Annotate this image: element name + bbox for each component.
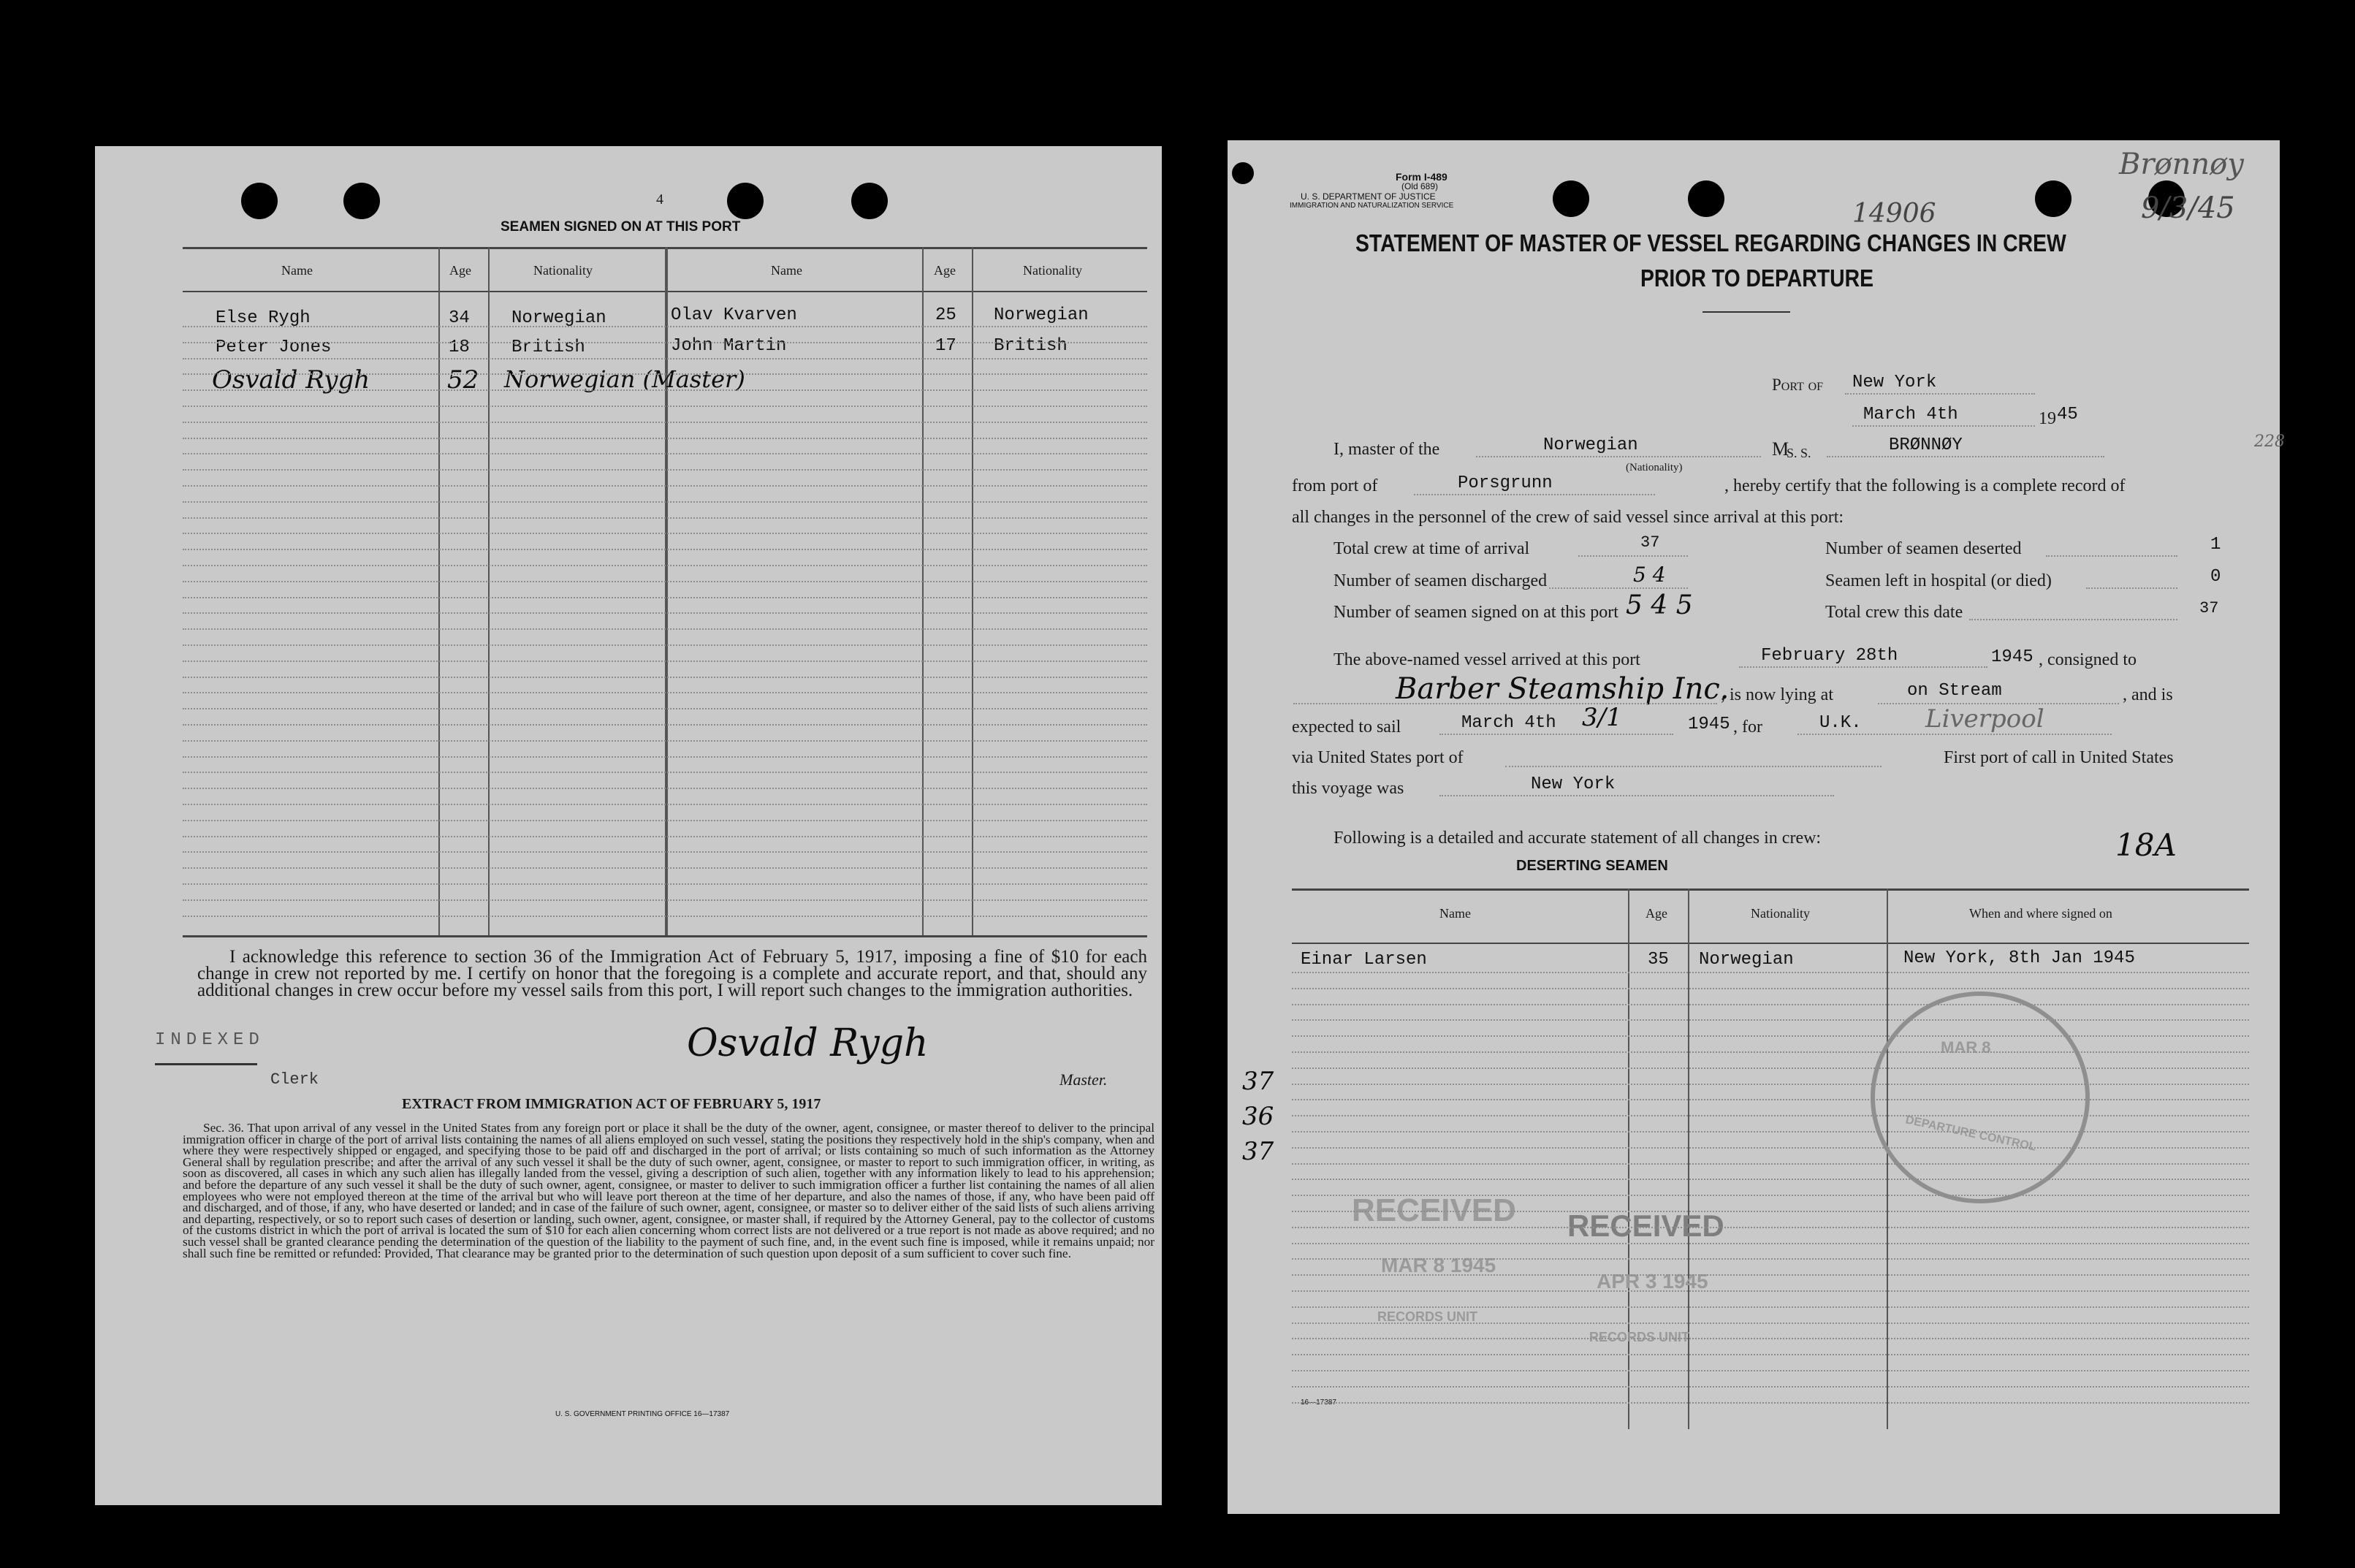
master-of-label: I, master of the [1334, 440, 1440, 459]
column-divider [488, 247, 490, 935]
row-rule [1292, 1290, 2249, 1292]
master-signature: Osvald Rygh [687, 1021, 929, 1065]
margin-figure: 37 [1242, 1067, 1274, 1096]
row-rule [183, 581, 1147, 582]
form-subtitle: PRIOR TO DEPARTURE [1640, 264, 1874, 292]
row-rule [1292, 1211, 2249, 1212]
deserter-signed-on: New York, 8th Jan 1945 [1903, 948, 2135, 968]
for-label: , for [1733, 718, 1762, 737]
dot-leader [1578, 555, 1688, 557]
lying-at-label: , is now lying at [1721, 685, 1833, 704]
form-old-number: (Old 689) [1401, 181, 1439, 191]
round-stamp-date: MAR 8 [1941, 1038, 1991, 1057]
row-rule [183, 692, 1147, 693]
punch-hole [2035, 180, 2071, 217]
form-title: STATEMENT OF MASTER OF VESSEL REGARDING CHANGES IN CREW [1355, 229, 2066, 256]
deserter-nationality: Norwegian [1699, 950, 1794, 970]
total-this-date-value: 37 [2199, 599, 2219, 617]
nationality-caption: (Nationality) [1626, 462, 1683, 473]
row-rule [1292, 1035, 2249, 1037]
vessel-name-handwritten: Brønnøy [2119, 148, 2244, 181]
deserted-value: 1 [2210, 535, 2221, 555]
field-underline [1476, 456, 1761, 457]
deserter-name: Einar Larsen [1301, 950, 1427, 970]
row-rule [183, 453, 1147, 454]
arrived-year: 1945 [1991, 647, 2033, 667]
field-underline [1739, 666, 1987, 668]
row-rule [183, 836, 1147, 837]
destination: U.K. [1819, 713, 1862, 733]
row-rule [183, 804, 1147, 805]
total-at-arrival-value: 37 [1640, 533, 1660, 552]
field-underline [1293, 703, 1717, 704]
punch-hole [1553, 180, 1589, 217]
expected-date: March 4th [1461, 713, 1556, 733]
column-header-name: Name [1439, 906, 1471, 921]
row-rule [183, 406, 1147, 407]
punch-hole [727, 183, 764, 219]
expected-year: 1945 [1688, 715, 1730, 734]
dot-leader [2086, 587, 2177, 589]
row-rule [1292, 1147, 2249, 1149]
ss-prefix: S. S. [1787, 446, 1811, 460]
seaman-nationality: Norwegian [511, 308, 606, 328]
punch-hole [241, 183, 278, 219]
row-rule [183, 517, 1147, 519]
row-rule [1292, 1243, 2249, 1244]
row-rule [1292, 1195, 2249, 1196]
dot-leader [2046, 555, 2177, 557]
column-header-age: Age [1646, 906, 1667, 921]
received-stamp-unit: RECORDS UNIT [1377, 1309, 1478, 1324]
dot-leader [1969, 619, 2177, 620]
row-rule [183, 597, 1147, 598]
discharged-value: 5 4 [1633, 563, 1666, 587]
gpo-footer: U. S. GOVERNMENT PRINTING OFFICE 16—17387 [555, 1410, 730, 1418]
row-rule [1292, 1370, 2249, 1371]
row-rule [183, 756, 1147, 758]
row-rule [183, 358, 1147, 359]
footer-code: 16—17387 [1301, 1398, 1336, 1407]
row-rule [183, 677, 1147, 678]
punch-hole [851, 183, 888, 219]
received-stamp: RECEIVED [1567, 1209, 1724, 1243]
service-name: IMMIGRATION AND NATURALIZATION SERVICE [1290, 202, 1454, 210]
seaman-name: John Martin [671, 336, 787, 356]
seaman-age: 17 [935, 336, 956, 356]
row-rule [183, 883, 1147, 885]
row-rule [183, 533, 1147, 534]
clerk-label: Clerk [270, 1070, 319, 1089]
field-underline [1439, 734, 1673, 735]
indexed-stamp: INDEXED [155, 1030, 265, 1050]
ms-prefix: M [1772, 438, 1789, 460]
deserting-mark: 18A [2115, 827, 2177, 863]
seaman-name: Else Rygh [216, 308, 311, 328]
extract-text: Sec. 36. That upon arrival of any vessel in the United States from any foreign port or place it shall be the duty of the owner, agent, consignee, or master thereof to deliver to the principal immigration officer in charge of the port of arrival lists containing the names of all aliens employed on such vessel, stating the positions they respectively hold in the ship's company, when and where they were respectively shipped or engaged, and specifying those to be paid off and discharged in the port of arrival; or lists containing so much of such information as the Attorney General shall by regulation prescribe; and after the arrival of any such vessel it shall be the duty of such owner, agent, consignee, or master to report to such immigration officer, in writing, as soon as discovered, all cases in which any such alien has illegally landed from the vessel, giving a description of such alien, together with any information likely to lead to his apprehension; and before the departure of any such vessel it shall be the duty of such owner, agent, consignee, or master to deliver to such immigration officer a further list containing the names of all alien employees who were not employed thereon at the time of the arrival but who will leave port thereon at the time of her departure, and also the names of those, if any, who have been paid off and discharged, and of those, if any, who have deserted or landed; and in case of the failure of such owner, agent, consignee, or master so to deliver either of the said lists of such aliens arriving and departing, respectively, or so to report such cases of desertion or landing, such owner, agent, consignee, or master shall, if required by the Attorney General, pay to the collector of customs of the customs district in which the port of arrival is located the sum of $10 for each alien concerning whom correct lists are not delivered or a true report is not made as above required; and no such vessel shall be granted clearance pending the determination of the question of the liability to the payment of such fine, and, in the event such fine is imposed, while it remains unpaid; nor shall such fine be remitted or refunded: Provided, That clearance may be granted prior to the determination of such question upon deposit of a sum sufficient to cover such fine. [183, 1121, 1154, 1260]
first-port-value: New York [1531, 775, 1616, 794]
lying-at-value: on Stream [1907, 681, 2002, 701]
row-rule [1292, 1338, 2249, 1339]
title-rule [1702, 311, 1790, 313]
received-stamp-unit: RECORDS UNIT [1589, 1330, 1690, 1344]
row-rule [1292, 1354, 2249, 1355]
page-number: 4 [656, 191, 663, 208]
row-rule [183, 628, 1147, 630]
column-divider [1688, 888, 1689, 1429]
field-underline [1797, 734, 2112, 735]
seaman-age: 25 [935, 305, 956, 325]
column-header-age: Age [449, 263, 471, 278]
column-header-signed-on: When and where signed on [1969, 906, 2112, 921]
arrived-date: February 28th [1761, 646, 1898, 666]
seaman-name: Olav Kvarven [671, 305, 797, 325]
field-underline [1852, 425, 2035, 427]
acknowledgement-text: I acknowledge this reference to section 36 of the Immigration Act of February 5, 1917, imposing a fine of $10 for each change in crew not reported by me. I certify on honor that the foregoing is a complete and accurate report, and that, should any additional changes in crew occur before my vessel sails from this port, I will report such changes to the immigration authorities. [197, 947, 1147, 1000]
date-value: March 4th [1863, 405, 1958, 425]
hospital-label: Seamen left in hospital (or died) [1825, 571, 2052, 590]
row-rule [1292, 1004, 2249, 1005]
row-rule [1292, 1115, 2249, 1116]
right-page [1228, 140, 2285, 1514]
row-rule [1292, 1179, 2249, 1180]
row-rule [183, 788, 1147, 789]
row-rule [183, 438, 1147, 439]
row-rule [183, 342, 1147, 343]
margin-note: 228 [2254, 433, 2285, 451]
table-header-rule [1292, 943, 2249, 944]
from-port-label: from port of [1292, 476, 1378, 495]
punch-hole [1232, 162, 1254, 184]
row-rule [183, 820, 1147, 821]
section-heading: SEAMEN SIGNED ON AT THIS PORT [501, 219, 741, 235]
row-rule [1292, 988, 2249, 989]
row-rule [1292, 1067, 2249, 1069]
discharged-label: Number of seamen discharged [1334, 571, 1548, 590]
table-top-rule [1292, 888, 2249, 891]
this-voyage-label: this voyage was [1292, 779, 1404, 798]
deserted-label: Number of seamen deserted [1825, 539, 2022, 558]
column-header-nationality: Nationality [1023, 263, 1082, 278]
row-rule [1292, 1306, 2249, 1308]
margin-figure: 36 [1242, 1102, 1274, 1131]
form-number: Form I-489 [1396, 171, 1447, 183]
port-value: New York [1852, 373, 1937, 392]
row-rule [1292, 1322, 2249, 1324]
seaman-age: 34 [449, 308, 470, 328]
master-label: Master. [1059, 1070, 1108, 1089]
left-page [95, 146, 1162, 1505]
file-number: 14906 [1852, 199, 1936, 229]
row-rule [1292, 1131, 2249, 1133]
column-header-name: Name [771, 263, 802, 278]
received-stamp-date: APR 3 1945 [1597, 1270, 1708, 1293]
seaman-nationality: British [994, 336, 1068, 356]
row-rule [183, 740, 1147, 742]
row-rule [183, 851, 1147, 853]
row-rule [183, 772, 1147, 773]
field-underline [1414, 494, 1655, 495]
changes-text: all changes in the personnel of the crew of said vessel since arrival at this port: [1292, 508, 1844, 527]
row-rule [183, 899, 1147, 901]
extract-heading: EXTRACT FROM IMMIGRATION ACT OF FEBRUARY 5, 1917 [402, 1096, 821, 1112]
row-rule [1292, 1051, 2249, 1053]
first-port-label: First port of call in United States [1944, 748, 2174, 767]
hospital-value: 0 [2210, 567, 2221, 587]
column-divider [1628, 888, 1629, 1429]
total-at-arrival-label: Total crew at time of arrival [1334, 539, 1530, 558]
column-header-nationality: Nationality [533, 263, 593, 278]
row-rule [183, 485, 1147, 487]
row-rule [1292, 1227, 2249, 1228]
seaman-nationality: British [511, 338, 585, 357]
row-rule [1292, 1084, 2249, 1085]
column-header-name: Name [281, 263, 313, 278]
seaman-nationality: Norwegian [994, 305, 1089, 325]
consigned-to-label: , consigned to [2039, 650, 2137, 669]
punch-hole [343, 183, 380, 219]
received-stamp-date: MAR 8 1945 [1381, 1254, 1496, 1276]
row-rule [183, 724, 1147, 726]
row-rule [183, 644, 1147, 646]
field-underline [1505, 766, 1882, 767]
port-label: Port of [1772, 376, 1824, 394]
table-bottom-rule [183, 935, 1147, 937]
signed-on-label: Number of seamen signed on at this port [1334, 603, 1618, 622]
seaman-name: Peter Jones [216, 338, 332, 357]
row-rule [1292, 1402, 2249, 1404]
destination-handwritten: Liverpool [1925, 704, 2044, 734]
row-rule [183, 326, 1147, 327]
row-rule [183, 708, 1147, 709]
row-rule [1292, 1019, 2249, 1021]
and-is-label: , and is [2123, 685, 2173, 704]
vessel-name: BRØNNØY [1889, 435, 1963, 455]
row-rule [1292, 1163, 2249, 1165]
seaman-name-handwritten: Osvald Rygh [212, 365, 370, 395]
row-rule [183, 373, 1147, 375]
following-text: Following is a detailed and accurate statement of all changes in crew: [1334, 829, 1822, 848]
certify-text: , hereby certify that the following is a complete record of [1724, 476, 2126, 495]
field-underline [1439, 795, 1834, 796]
row-rule [183, 501, 1147, 503]
row-rule [183, 612, 1147, 614]
column-divider [972, 247, 973, 935]
deserting-heading: DESERTING SEAMEN [1516, 858, 1668, 874]
row-rule [1292, 972, 2249, 973]
column-divider [922, 247, 924, 935]
column-divider [665, 247, 668, 935]
row-rule [1292, 1099, 2249, 1100]
row-rule [183, 916, 1147, 917]
punch-hole [1688, 180, 1724, 217]
column-header-nationality: Nationality [1751, 906, 1810, 921]
expected-date-handwritten: 3/1 [1582, 703, 1622, 732]
column-divider [438, 247, 440, 935]
consignee-handwritten: Barber Steamship Inc. [1396, 672, 1730, 706]
total-this-date-label: Total crew this date [1825, 603, 1963, 622]
column-divider [1887, 888, 1888, 1429]
signed-on-value: 5 4 5 [1626, 590, 1693, 620]
seaman-age: 18 [449, 338, 470, 357]
date-handwritten: 9/3/45 [2141, 191, 2235, 225]
year-value: 45 [2057, 405, 2078, 425]
field-underline [1827, 456, 2104, 457]
year-prefix: 19 [2039, 409, 2056, 428]
field-underline [1845, 393, 2035, 395]
round-stamp-text: DEPARTURE CONTROL [1904, 1114, 2037, 1154]
column-header-age: Age [934, 263, 956, 278]
arrived-label: The above-named vessel arrived at this port [1334, 650, 1640, 669]
row-rule [1292, 1258, 2249, 1260]
seaman-nationality-handwritten: Norwegian (Master) [504, 365, 745, 393]
margin-figure: 37 [1242, 1137, 1274, 1166]
row-rule [183, 867, 1147, 869]
seaman-age-handwritten: 52 [447, 365, 479, 395]
row-rule [183, 565, 1147, 566]
received-stamp: RECEIVED [1352, 1192, 1516, 1228]
department-name: U. S. DEPARTMENT OF JUSTICE [1301, 191, 1436, 202]
row-rule [183, 469, 1147, 471]
row-rule [1292, 1386, 2249, 1388]
via-label: via United States port of [1292, 748, 1464, 767]
vessel-nationality: Norwegian [1543, 435, 1638, 455]
dot-leader [1549, 587, 1688, 589]
deserter-age: 35 [1648, 950, 1669, 970]
row-rule [1292, 1274, 2249, 1276]
row-rule [183, 661, 1147, 662]
expected-label: expected to sail [1292, 718, 1401, 737]
row-rule [183, 422, 1147, 423]
row-rule [183, 389, 1147, 391]
from-port-value: Porsgrunn [1458, 473, 1553, 493]
departure-control-stamp [1871, 992, 2090, 1203]
row-rule [183, 549, 1147, 550]
clerk-line [155, 1063, 257, 1065]
